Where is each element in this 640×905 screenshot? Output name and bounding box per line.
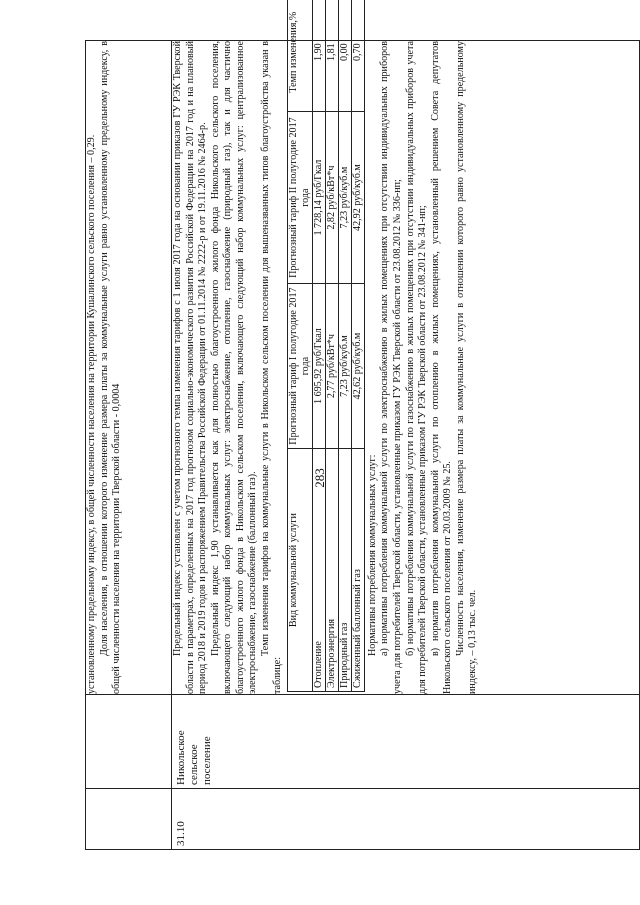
tariff-cell: 0,00 — [338, 0, 351, 112]
table-row-previous — [86, 41, 172, 850]
tariff-cell: 2,77 руб/кВт*ч — [325, 283, 338, 448]
tariff-header: Прогнозный тариф II полугодие 2017 года — [287, 112, 312, 284]
number-cell-empty — [86, 789, 172, 850]
row-number: 31.10 — [175, 821, 187, 846]
table-row-current — [172, 41, 640, 850]
tariff-cell: 2,82 руб/кВт*ч — [325, 112, 338, 284]
tariff-cell: Сжиженный баллонный газ — [351, 449, 364, 692]
tariff-cell: 1 728,14 руб/Гкал — [312, 112, 325, 284]
tariff-cell: 1,90 — [312, 0, 325, 112]
paragraph: Численность населения, изменение размера платы за коммунальные услуги в отношении которого равно установленному предельному индексу, – 0,13 тыс. чел. — [454, 41, 479, 694]
tariff-cell: 7,23 руб/куб.м — [338, 283, 351, 448]
tariff-cell: Природный газ — [338, 449, 351, 692]
tariff-cell: Отопление — [312, 449, 325, 692]
paragraph: Нормативы потребления коммунальных услуг: — [366, 454, 378, 656]
tariff-cell: Электроэнергия — [325, 449, 338, 692]
settlements-table — [85, 11, 640, 850]
tariff-row — [338, 0, 351, 692]
tariff-header-row — [287, 0, 312, 692]
tariff-cell: 1 695,92 руб/Гкал — [312, 283, 325, 448]
tariff-cell: 42,92 руб/куб.м — [351, 112, 364, 284]
document-frame — [85, 11, 640, 850]
tariff-cell: 7,23 руб/куб.м — [338, 112, 351, 284]
paragraph: Предельный индекс установлен с учетом прогнозного темпа изменения тарифов с 1 июля 2017 года на основании приказов ГУ РЭК Тверской области в параметрах, определенных на 2017 год прогнозом социально-экономического развития Российской Федерации на 2017 год и на плановый период 2018 и 2019 годов и распоряжением Правительства Российской Федерации от 01.11.2014 № 2222-р и от 19.11.2016 № 2464-р. — [172, 41, 209, 694]
settlement-name: Никольское сельское поселение — [175, 730, 213, 785]
tariff-row — [312, 0, 325, 692]
tariff-header: Вид коммунальной услуги — [287, 449, 312, 692]
paragraph: б) нормативы потребления коммунальной услуги по газоснабжению в жилых помещениях при отсутствии индивидуальных приборов учета для потребителей Тверской области, установленные приказом ГУ РЭК Тверской области от 23.08.2012 № 341-нп; — [404, 41, 429, 694]
settlement-cell-empty — [86, 695, 172, 789]
paragraph: установленному предельному индексу, в общей численности населения на территории Кушалинского сельского поселения – 0,29. — [86, 134, 97, 694]
paragraph: Предельный индекс 1,90 устанавливается как для полностью благоустроенного жилого фонда Никольского сельского поселения, включающего следующий набор коммунальных услуг: электроснабжение, отопление, газоснабжение (природный газ), так и для частично благоустроенного жилого фонда в Никольском сельском поселении, включающего следующий набор коммунальных услуг: централизованное электроснабжение, газоснабжение (баллонный газ). — [209, 41, 259, 694]
number-cell — [172, 789, 640, 850]
paragraph: а) нормативы потребления коммунальной услуги по электроснабжению в жилых помещениях при отсутствии индивидуальных приборов учета для потребителей Тверской области, установленные приказом ГУ РЭК Тверской области от 23.08.2012 № 336-нп; — [379, 41, 404, 694]
tariff-header: Прогнозный тариф I полугодие 2017 года — [287, 283, 312, 448]
tariff-cell: 1,81 — [325, 0, 338, 112]
tariff-row — [325, 0, 338, 692]
paragraph: Темп изменения тарифов на коммунальные услуги в Никольском сельском поселении для вышеназванных типов благоустройства указан в таблице: — [259, 41, 284, 694]
tariff-header: Темп изменения,% — [287, 0, 312, 112]
paragraph: в) норматив потребления коммунальной услуги по отоплению в жилых помещениях, установленный решением Совета депутатов Никольского сельского поселения от 20.03.2009 № 25. — [429, 41, 454, 694]
tariff-cell: 42,62 руб/куб.м — [351, 283, 364, 448]
page-number: 283 — [312, 468, 327, 488]
paragraph: Доля населения, в отношении которого изменение размера платы за коммунальные услуги равно установленному предельному индексу, в общей численности населения на территории Тверской области - 0,0004 — [98, 41, 123, 694]
current-text-cell — [172, 11, 640, 695]
tariff-table — [287, 0, 365, 692]
tariff-row — [351, 0, 364, 692]
tariff-cell: 0,70 — [351, 0, 364, 112]
settlement-cell — [172, 695, 640, 789]
previous-text-cell — [86, 41, 172, 695]
